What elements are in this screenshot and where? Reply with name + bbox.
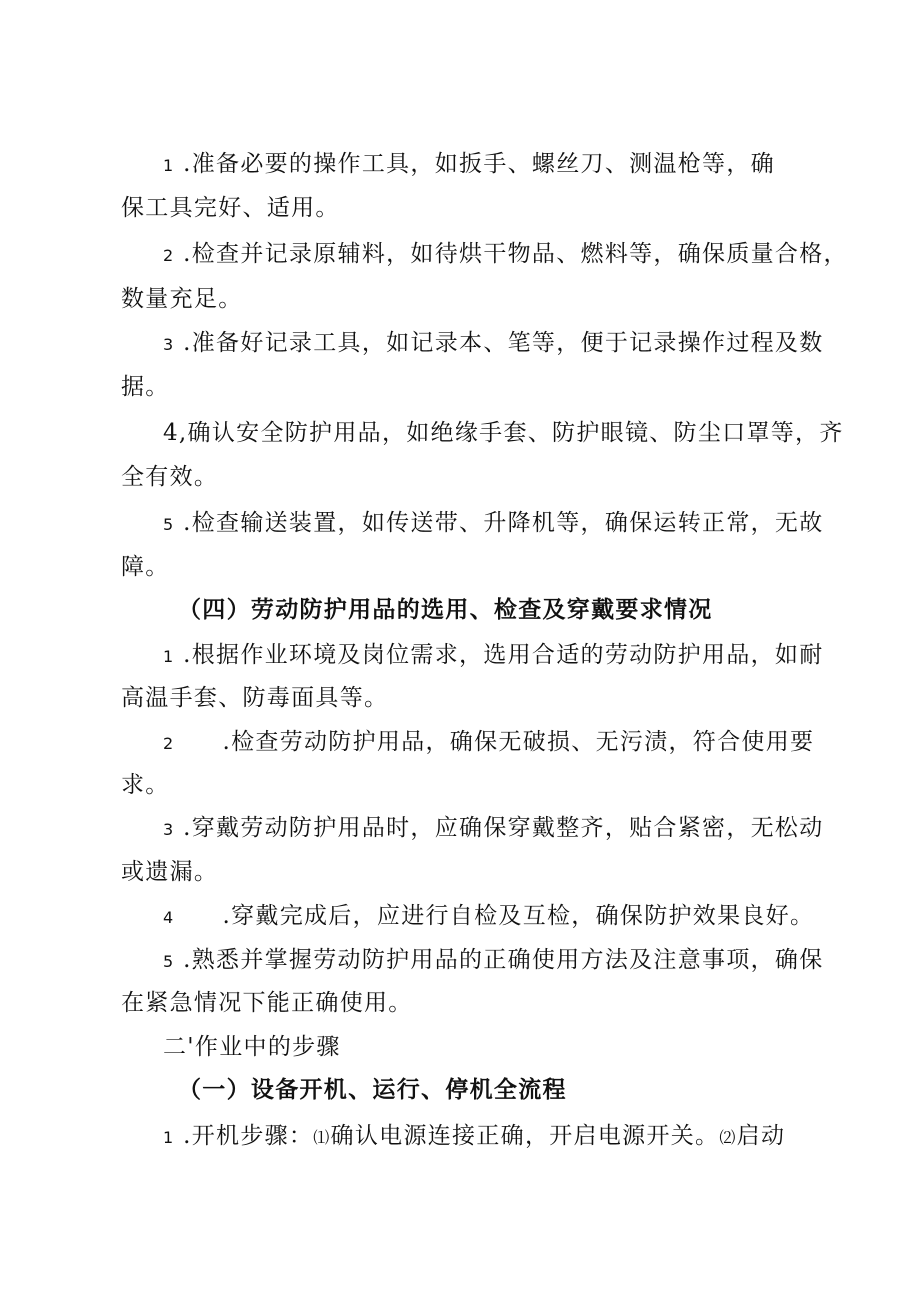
prep-item-4-line1: 4,确认安全防护用品，如绝缘手套、防护眼镜、防尘口罩等，齐 (163, 420, 844, 446)
ppe-item-5-line2: 在紧急情况下能正确使用。 (121, 990, 413, 1016)
ppe-section-heading: （四）劳动防护用品的选用、检查及穿戴要求情况 (178, 596, 713, 623)
step-item-1-line1: 1 .开机步骤：⑴确认电源连接正确，开启电源开关。⑵启动 (163, 1123, 786, 1149)
prep-item-2-line1: 2 .检查并记录原辅料，如待烘干物品、燃料等，确保质量合格， (163, 241, 848, 267)
prep-item-3-line1: 3 .准备好记录工具，如记录本、笔等，便于记录操作过程及数 (163, 330, 824, 356)
prep-item-3-line2: 据。 (121, 374, 170, 400)
sub-section-heading: （一）设备开机、运行、停机全流程 (178, 1076, 567, 1103)
prep-item-5-line1: 5 .检查输送装置，如传送带、升降机等，确保运转正常，无故 (163, 510, 824, 536)
ppe-item-2-line1: 2 .检查劳动防护用品，确保无破损、无污渍，符合使用要 (163, 729, 815, 755)
prep-item-1-line2: 保工具完好、适用。 (121, 195, 340, 221)
prep-item-1-line1: 1 .准备必要的操作工具，如扳手、螺丝刀、测温枪等，确 (163, 151, 775, 177)
ppe-item-4-line1: 4 .穿戴完成后，应进行自检及互检，确保防护效果良好。 (163, 903, 815, 929)
ppe-item-3-line2: 或遗漏。 (121, 859, 219, 885)
prep-item-4-line2: 全有效。 (121, 464, 219, 490)
ppe-item-1-line1: 1 .根据作业环境及岗位需求，选用合适的劳动防护用品，如耐 (163, 642, 824, 668)
ppe-item-5-line1: 5 .熟悉并掌握劳动防护用品的正确使用方法及注意事项，确保 (163, 947, 824, 973)
prep-item-2-line2: 数量充足。 (121, 286, 243, 312)
prep-item-5-line2: 障。 (121, 554, 170, 580)
ppe-item-1-line2: 高温手套、防毒面具等。 (121, 685, 389, 711)
ppe-item-3-line1: 3 .穿戴劳动防护用品时，应确保穿戴整齐，贴合紧密，无松动 (163, 815, 824, 841)
ppe-item-2-line2: 求。 (121, 772, 170, 798)
chapter-heading: 二'作业中的步骤 (163, 1034, 341, 1060)
